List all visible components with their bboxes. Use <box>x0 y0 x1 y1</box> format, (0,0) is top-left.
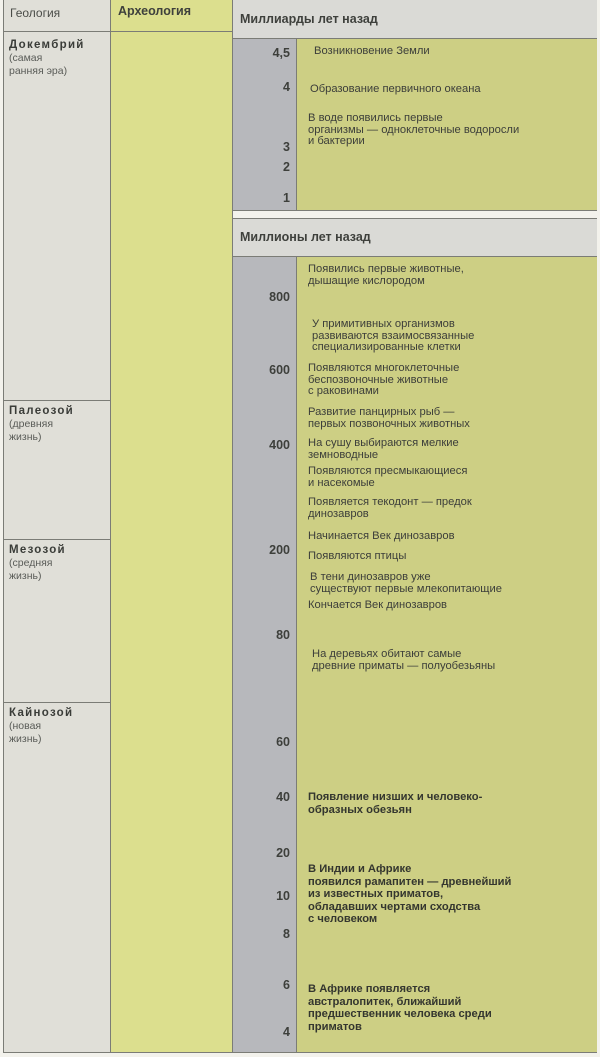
grid-line <box>3 0 4 1052</box>
grid-line <box>232 38 597 39</box>
event-first-mammals: В тени динозавров уже существуют первые млекопитающие <box>310 571 502 595</box>
event-dinosaur-age-start: Начинается Век динозавров <box>308 530 455 542</box>
event-armored-fish: Развитие панцирных рыб — первых позвоночных животных <box>308 406 470 430</box>
billions-mark: 4 <box>283 80 290 94</box>
grid-line <box>3 1052 597 1053</box>
event-birds: Появляются птицы <box>308 550 407 562</box>
grid-line <box>296 256 297 1052</box>
millions-mark: 40 <box>276 790 290 804</box>
grid-line <box>296 38 297 210</box>
millions-mark: 60 <box>276 735 290 749</box>
millions-mark: 20 <box>276 846 290 860</box>
event-apes: Появление низших и человеко- образных обезьян <box>308 791 483 816</box>
grid-line <box>3 539 110 540</box>
event-thecodont: Появляется текодонт — предок динозавров <box>308 496 472 520</box>
geology-column <box>3 0 110 1052</box>
grid-line <box>3 400 110 401</box>
millions-mark: 10 <box>276 889 290 903</box>
event-earth-origin: Возникновение Земли <box>314 45 430 57</box>
event-ramapithecus: В Индии и Африке появился рамапитен — древнейший из известных приматов, обладавших чертами сходства с человеком <box>308 863 512 925</box>
event-primary-ocean: Образование первичного океана <box>310 83 481 95</box>
event-reptiles-insects: Появляются пресмыкающиеся и насекомые <box>308 465 468 489</box>
era-mesozoic: Мезозой (средняя жизнь) <box>9 544 66 582</box>
grid-line <box>232 218 597 219</box>
millions-mark: 8 <box>283 927 290 941</box>
event-dinosaur-age-end: Кончается Век динозавров <box>308 599 447 611</box>
grid-line <box>3 702 110 703</box>
millions-mark: 4 <box>283 1025 290 1039</box>
era-paleozoic: Палеозой (древняя жизнь) <box>9 405 75 443</box>
millions-mark: 400 <box>269 438 290 452</box>
era-cenozoic: Кайнозой (новая жизнь) <box>9 707 74 745</box>
millions-mark: 6 <box>283 978 290 992</box>
billions-mark: 2 <box>283 160 290 174</box>
era-precambrian: Докембрий (самая ранняя эра) <box>9 39 85 77</box>
event-invertebrates: Появляются многоклеточные беспозвоночные животные с раковинами <box>308 362 460 397</box>
archaeology-column <box>110 0 232 1052</box>
event-oxygen-animals: Появились первые животные, дышащие кислородом <box>308 263 464 287</box>
millions-mark: 600 <box>269 363 290 377</box>
billions-numbers-column <box>232 38 296 210</box>
grid-line <box>232 256 597 257</box>
archaeology-header: Археология <box>118 4 192 18</box>
geology-header: Геология <box>10 6 61 20</box>
event-amphibians: На сушу выбираются мелкие земноводные <box>308 437 459 461</box>
grid-line <box>232 0 233 1052</box>
event-australopithecus: В Африке появляется австралопитек, ближайший предшественник человека среди приматов <box>308 983 492 1033</box>
billions-mark: 4,5 <box>272 46 290 60</box>
grid-line <box>110 0 111 1052</box>
event-first-organisms: В воде появились первые организмы — одноклеточные водоросли и бактерии <box>308 112 520 147</box>
billions-header: Миллиарды лет назад <box>240 12 378 26</box>
grid-line <box>232 210 597 211</box>
event-specialized-cells: У примитивных организмов развиваются взаимосвязанные специализированные клетки <box>312 318 475 353</box>
grid-line <box>3 31 232 32</box>
billions-mark: 1 <box>283 191 290 205</box>
millions-mark: 800 <box>269 290 290 304</box>
millions-mark: 80 <box>276 628 290 642</box>
billions-mark: 3 <box>283 140 290 154</box>
millions-mark: 200 <box>269 543 290 557</box>
event-prosimians: На деревьях обитают самые древние приматы — полуобезьяны <box>312 648 496 672</box>
millions-header: Миллионы лет назад <box>240 230 371 244</box>
